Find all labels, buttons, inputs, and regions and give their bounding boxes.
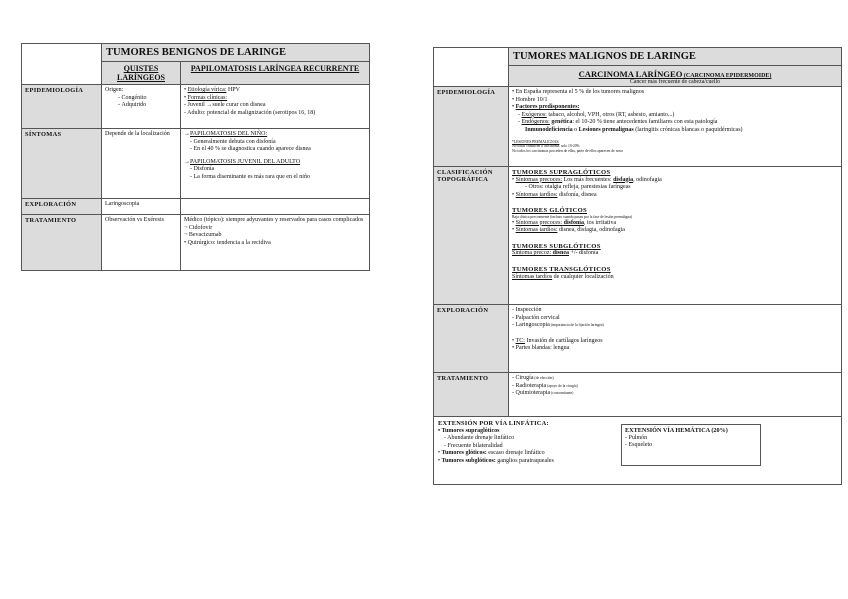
benign-sint-quistes: Depende de la localización: [102, 129, 181, 199]
malign-corner-cell: [434, 48, 509, 87]
benign-label-epidemiologia: EPIDEMIOLOGÍA: [22, 85, 102, 129]
arrow-right-icon: →: [184, 158, 190, 165]
malign-expl-cell: - Inspección - Palpación cervical - Laringoscopia (importancia de la fijación laríngea) • TC: Invasión de cartílagos laríngeos • Partes blandas: lengua: [509, 305, 842, 373]
benign-label-exploracion: EXPLORACIÓN: [22, 199, 102, 215]
benign-label-sintomas: SÍNTOMAS: [22, 129, 102, 199]
benign-trat-papilomatosis: Médico (tópico): siempre adyuvantes y reservados para casos complicados ¬ Cidofovir ¬ Bevacizumab • Quirúrgico: tendencia a la recidiva: [181, 215, 370, 271]
benign-col-quistes: QUISTES LARÍNGEOS: [102, 62, 181, 85]
benign-tumors-table: [21, 43, 370, 271]
benign-title: TUMORES BENIGNOS DE LARINGE: [102, 44, 370, 62]
malign-label-clasificacion: CLASIFICACIÓN TOPOGRÁFICA: [434, 167, 509, 305]
benign-corner-cell: [22, 44, 102, 85]
arrow-right-icon: →: [206, 102, 213, 109]
malign-epi-cell: • En España representa el 5 % de los tumores malignos • Hombre 10/1 • Factores predisponentes: - Exógenos: tabaco, alcohol, VPH, otros (RT, asbesto, amianto...) - Endógenos: genética: el 10-20 % tiene antecedentes familiares con esta patología Inmunodeficiencia o Lesiones premalignas (laringitis crónicas blancas o paquidérmicas) *LESIONES PREMALIGNAS: No todas conducen a carcinoma, solo 10-20% No todos los carcinomas proceden de ellas, parte de ellos aparecen de novo: [509, 87, 842, 167]
benign-label-tratamiento: TRATAMIENTO: [22, 215, 102, 271]
benign-epi-papilomatosis: • Etiología vírica: HPV • Formas clínicas: - Juvenil →suele curar con disnea - Adulto: potencial de malignización (serotipos 16, 18): [181, 85, 370, 129]
benign-expl-papilomatosis: [181, 199, 370, 215]
malign-title: TUMORES MALIGNOS DE LARINGE: [509, 48, 842, 66]
benign-col-papilomatosis: PAPILOMATOSIS LARÍNGEA RECURRENTE: [181, 62, 370, 85]
benign-epi-quistes: Origen: - Congénito - Adquirido: [102, 85, 181, 129]
malign-label-tratamiento: TRATAMIENTO: [434, 373, 509, 417]
hematogenous-box: EXTENSIÓN VÍA HEMÁTICA (20%) - Pulmón - Esqueleto: [621, 424, 761, 466]
malign-carcinoma-header: CARCINOMA LARÍNGEO (CARCINOMA EPIDERMOIDE) Cáncer más frecuente de cabeza/cuello: [509, 66, 842, 87]
malign-tumors-table: [433, 47, 842, 485]
benign-expl-quistes: Laringoscopia: [102, 199, 181, 215]
arrow-right-icon: →: [184, 131, 190, 137]
malign-clasif-cell: TUMORES SUPRAGLÓTICOS • Síntomas precoces: Los más frecuentes: disfagia, odinofagia - Otros: otalgia refleja, parestesias faríngeas • Síntomas tardíos: disfonía, disnea TUMORES GLÓTICOS Baja clínica precozmente (incluso cuando pasan por la fase de lesión premaligna) • Síntomas precoces: disfonía, tos irritativa • Síntomas tardíos: disnea, disfagia, odinofagia TUMORES SUBGLÓTICOS Síntoma precoz: disnea +/- disfonía TUMORES TRANSGLÓTICOS Síntomas tardíos de cualquier localización: [509, 167, 842, 305]
malign-trat-cell: - Cirugía (de elección) - Radioterapia (apoyo de la cirugía) - Quimioterapia (concomitante): [509, 373, 842, 417]
malign-extension-cell: EXTENSIÓN POR VÍA LINFÁTICA: • Tumores supraglóticos - Abundante drenaje linfático - Frecuente bilateralidad • Tumores glóticos: escaso drenaje linfático • Tumores subglóticos: ganglios paratraqueales EXTENSIÓN VÍA HEMÁTICA (20%) - Pulmón - Esqueleto: [434, 417, 842, 485]
benign-sint-papilomatosis: →PAPILOMATOSIS DEL NIÑO: - Generalmente debuta con disfonía - En el 40 % se diagnostica cuando aparece disnea →PAPILOMATOSIS JUVENIL DEL ADULTO - Disfonía - La forma diseminante es más rara que en el niño: [181, 129, 370, 199]
malign-label-epidemiologia: EPIDEMIOLOGÍA: [434, 87, 509, 167]
benign-trat-quistes: Observación vs Exéresis: [102, 215, 181, 271]
malign-label-exploracion: EXPLORACIÓN: [434, 305, 509, 373]
